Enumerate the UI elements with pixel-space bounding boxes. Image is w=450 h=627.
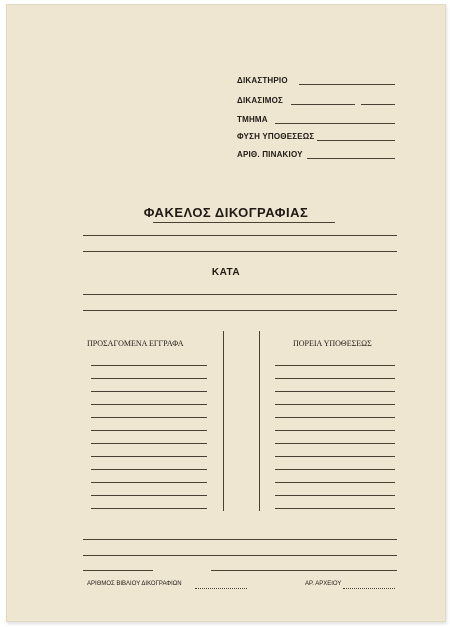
submitted-documents-line[interactable]	[91, 443, 207, 444]
field-line-docket-number[interactable]	[307, 158, 395, 159]
against-label: ΚΑΤΑ	[211, 267, 241, 278]
submitted-documents-line[interactable]	[91, 404, 207, 405]
submitted-documents-line[interactable]	[91, 495, 207, 496]
notes-line-1[interactable]	[83, 539, 397, 540]
submitted-documents-line[interactable]	[91, 482, 207, 483]
case-progress-line[interactable]	[275, 417, 395, 418]
case-progress-title: ΠΟΡΕΙΑ ΥΠΟΘΕΣΕΩΣ	[293, 339, 372, 348]
field-line-hearing-date-year[interactable]	[361, 104, 395, 105]
notes-line-3-left[interactable]	[83, 570, 153, 571]
case-progress-line[interactable]	[275, 469, 395, 470]
book-number-line[interactable]	[195, 588, 247, 589]
case-progress-line[interactable]	[275, 378, 395, 379]
column-divider-left	[223, 331, 224, 511]
case-progress-line[interactable]	[275, 365, 395, 366]
submitted-documents-line[interactable]	[91, 365, 207, 366]
party-line-2[interactable]	[83, 251, 397, 252]
submitted-documents-line[interactable]	[91, 378, 207, 379]
opponent-line-1[interactable]	[83, 294, 397, 295]
case-progress-line[interactable]	[275, 495, 395, 496]
notes-line-3-right[interactable]	[211, 570, 397, 571]
field-label-hearing-date: ΔΙΚΑΣΙΜΟΣ	[237, 96, 284, 105]
field-line-court[interactable]	[299, 84, 395, 85]
field-label-court: ΔΙΚΑΣΤΗΡΙΟ	[237, 76, 288, 85]
submitted-documents-title: ΠΡΟΣΑΓΟΜΕΝΑ ΕΓΓΡΑΦΑ	[87, 339, 184, 348]
case-progress-line[interactable]	[275, 404, 395, 405]
field-line-case-type[interactable]	[317, 140, 395, 141]
folder-title: ΦΑΚΕΛΟΣ ΔΙΚΟΓΡΑΦΙΑΣ	[143, 205, 309, 220]
party-line-1[interactable]	[83, 235, 397, 236]
case-progress-line[interactable]	[275, 456, 395, 457]
submitted-documents-line[interactable]	[91, 430, 207, 431]
field-label-case-type: ΦΥΣΗ ΥΠΟΘΕΣΕΩΣ	[237, 132, 315, 141]
case-progress-line[interactable]	[275, 430, 395, 431]
field-label-docket-number: ΑΡΙΘ. ΠΙΝΑΚΙΟΥ	[237, 150, 303, 159]
notes-line-2[interactable]	[83, 555, 397, 556]
column-divider-right	[259, 331, 260, 511]
case-progress-line[interactable]	[275, 482, 395, 483]
field-line-hearing-date-day[interactable]	[291, 104, 355, 105]
case-progress-line[interactable]	[275, 443, 395, 444]
case-progress-line[interactable]	[275, 508, 395, 509]
field-line-section[interactable]	[275, 123, 395, 124]
archive-number-line[interactable]	[343, 588, 395, 589]
title-underline	[153, 222, 335, 223]
submitted-documents-line[interactable]	[91, 417, 207, 418]
submitted-documents-line[interactable]	[91, 469, 207, 470]
book-number-label: ΑΡΙΘΜΟΣ ΒΙΒΛΙΟΥ ΔΙΚΟΓΡΑΦΙΩΝ	[87, 581, 182, 587]
archive-number-label: ΑΡ. ΑΡΧΕΙΟΥ	[305, 581, 342, 587]
submitted-documents-line[interactable]	[91, 391, 207, 392]
case-folder-cover	[6, 4, 446, 622]
case-progress-line[interactable]	[275, 391, 395, 392]
submitted-documents-line[interactable]	[91, 508, 207, 509]
submitted-documents-line[interactable]	[91, 456, 207, 457]
opponent-line-2[interactable]	[83, 310, 397, 311]
field-label-section: ΤΜΗΜΑ	[237, 115, 268, 124]
